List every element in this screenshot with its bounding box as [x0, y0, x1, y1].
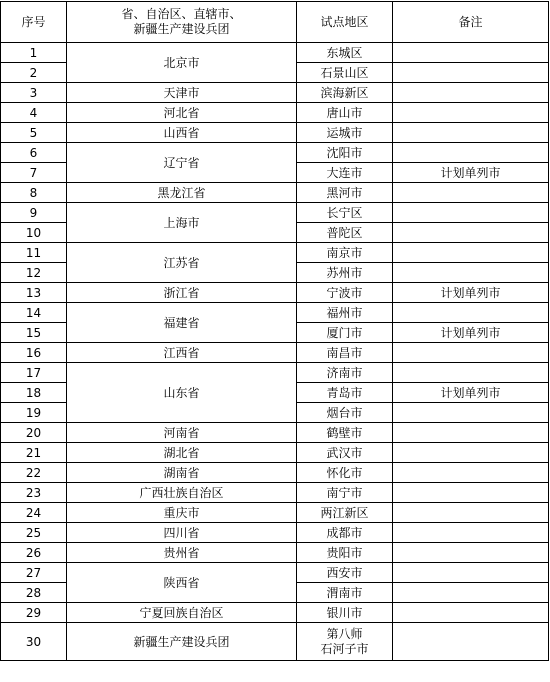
table-row — [1, 303, 549, 323]
seq-cell: 24 — [1, 503, 67, 523]
province-cell: 福建省 — [67, 303, 297, 343]
seq-cell: 6 — [1, 143, 67, 163]
note-cell — [393, 303, 549, 323]
table-row — [1, 203, 549, 223]
area-cell: 鹤壁市 — [297, 423, 393, 443]
note-cell: 计划单列市 — [393, 283, 549, 303]
area-cell: 东城区 — [297, 43, 393, 63]
note-cell — [393, 43, 549, 63]
note-cell — [393, 423, 549, 443]
seq-cell: 19 — [1, 403, 67, 423]
area-cell: 普陀区 — [297, 223, 393, 243]
table-row — [1, 83, 549, 103]
seq-cell: 29 — [1, 603, 67, 623]
table-row — [1, 463, 549, 483]
province-cell: 宁夏回族自治区 — [67, 603, 297, 623]
area-cell: 石景山区 — [297, 63, 393, 83]
area-cell: 济南市 — [297, 363, 393, 383]
table-row — [1, 363, 549, 383]
seq-cell: 14 — [1, 303, 67, 323]
table-row — [1, 283, 549, 303]
province-cell: 北京市 — [67, 43, 297, 83]
area-cell: 运城市 — [297, 123, 393, 143]
note-cell — [393, 203, 549, 223]
seq-cell: 3 — [1, 83, 67, 103]
seq-cell: 5 — [1, 123, 67, 143]
seq-cell: 20 — [1, 423, 67, 443]
area-cell: 大连市 — [297, 163, 393, 183]
table-row — [1, 243, 549, 263]
note-cell — [393, 123, 549, 143]
area-cell: 西安市 — [297, 563, 393, 583]
area-cell: 贵阳市 — [297, 543, 393, 563]
area-cell-line1: 第八师 — [326, 626, 363, 641]
province-cell: 湖南省 — [67, 463, 297, 483]
note-cell: 计划单列市 — [393, 323, 549, 343]
table-row — [1, 543, 549, 563]
area-cell: 成都市 — [297, 523, 393, 543]
province-cell: 黑龙江省 — [67, 183, 297, 203]
note-cell — [393, 243, 549, 263]
province-cell: 贵州省 — [67, 543, 297, 563]
note-cell — [393, 443, 549, 463]
province-cell: 天津市 — [67, 83, 297, 103]
table-row — [1, 43, 549, 63]
province-cell: 湖北省 — [67, 443, 297, 463]
seq-cell: 22 — [1, 463, 67, 483]
note-cell — [393, 263, 549, 283]
header-note: 备注 — [393, 2, 549, 43]
seq-cell: 16 — [1, 343, 67, 363]
area-cell: 苏州市 — [297, 263, 393, 283]
header-seq: 序号 — [1, 2, 67, 43]
area-cell: 烟台市 — [297, 403, 393, 423]
province-cell: 江苏省 — [67, 243, 297, 283]
area-cell: 银川市 — [297, 603, 393, 623]
note-cell — [393, 183, 549, 203]
seq-cell: 10 — [1, 223, 67, 243]
area-cell: 厦门市 — [297, 323, 393, 343]
seq-cell: 25 — [1, 523, 67, 543]
province-cell: 广西壮族自治区 — [67, 483, 297, 503]
table-row — [1, 523, 549, 543]
header-province-line1: 省、自治区、直辖市、 — [121, 7, 242, 21]
table-row — [1, 603, 549, 623]
table-row — [1, 503, 549, 523]
header-row — [1, 2, 549, 43]
pilot-areas-table — [0, 1, 549, 661]
province-cell: 山东省 — [67, 363, 297, 423]
province-cell: 重庆市 — [67, 503, 297, 523]
seq-cell: 30 — [1, 623, 67, 661]
province-cell: 河北省 — [67, 103, 297, 123]
seq-cell: 4 — [1, 103, 67, 123]
area-cell: 滨海新区 — [297, 83, 393, 103]
province-cell: 四川省 — [67, 523, 297, 543]
table-row — [1, 563, 549, 583]
area-cell: 黑河市 — [297, 183, 393, 203]
note-cell — [393, 363, 549, 383]
seq-cell: 28 — [1, 583, 67, 603]
note-cell: 计划单列市 — [393, 383, 549, 403]
header-area: 试点地区 — [297, 2, 393, 43]
province-cell: 上海市 — [67, 203, 297, 243]
note-cell — [393, 603, 549, 623]
seq-cell: 27 — [1, 563, 67, 583]
seq-cell: 9 — [1, 203, 67, 223]
seq-cell: 1 — [1, 43, 67, 63]
area-cell — [297, 623, 393, 661]
note-cell — [393, 583, 549, 603]
area-cell: 唐山市 — [297, 103, 393, 123]
seq-cell: 2 — [1, 63, 67, 83]
seq-cell: 7 — [1, 163, 67, 183]
area-cell: 武汉市 — [297, 443, 393, 463]
seq-cell: 17 — [1, 363, 67, 383]
table-row — [1, 103, 549, 123]
header-province — [67, 2, 297, 43]
note-cell — [393, 503, 549, 523]
note-cell — [393, 623, 549, 661]
seq-cell: 13 — [1, 283, 67, 303]
area-cell: 南昌市 — [297, 343, 393, 363]
province-cell: 河南省 — [67, 423, 297, 443]
note-cell — [393, 523, 549, 543]
note-cell — [393, 563, 549, 583]
table-row — [1, 483, 549, 503]
seq-cell: 18 — [1, 383, 67, 403]
table-row — [1, 123, 549, 143]
province-cell: 浙江省 — [67, 283, 297, 303]
area-cell: 长宁区 — [297, 203, 393, 223]
note-cell — [393, 463, 549, 483]
area-cell: 怀化市 — [297, 463, 393, 483]
note-cell: 计划单列市 — [393, 163, 549, 183]
seq-cell: 23 — [1, 483, 67, 503]
table-row — [1, 183, 549, 203]
note-cell — [393, 63, 549, 83]
note-cell — [393, 83, 549, 103]
note-cell — [393, 483, 549, 503]
note-cell — [393, 403, 549, 423]
area-cell: 宁波市 — [297, 283, 393, 303]
area-cell: 青岛市 — [297, 383, 393, 403]
area-cell-line2: 石河子市 — [320, 641, 369, 656]
note-cell — [393, 223, 549, 243]
seq-cell: 21 — [1, 443, 67, 463]
table-row — [1, 343, 549, 363]
province-cell: 新疆生产建设兵团 — [67, 623, 297, 661]
note-cell — [393, 143, 549, 163]
seq-cell: 15 — [1, 323, 67, 343]
note-cell — [393, 543, 549, 563]
header-province-line2: 新疆生产建设兵团 — [133, 22, 230, 36]
table-row — [1, 623, 549, 661]
area-cell: 两江新区 — [297, 503, 393, 523]
area-cell: 南宁市 — [297, 483, 393, 503]
province-cell: 陕西省 — [67, 563, 297, 603]
area-cell: 南京市 — [297, 243, 393, 263]
note-cell — [393, 103, 549, 123]
seq-cell: 11 — [1, 243, 67, 263]
seq-cell: 26 — [1, 543, 67, 563]
seq-cell: 12 — [1, 263, 67, 283]
table-row — [1, 143, 549, 163]
area-cell: 沈阳市 — [297, 143, 393, 163]
province-cell: 江西省 — [67, 343, 297, 363]
table-row — [1, 443, 549, 463]
area-cell: 福州市 — [297, 303, 393, 323]
table-row — [1, 423, 549, 443]
seq-cell: 8 — [1, 183, 67, 203]
province-cell: 辽宁省 — [67, 143, 297, 183]
note-cell — [393, 343, 549, 363]
area-cell: 渭南市 — [297, 583, 393, 603]
province-cell: 山西省 — [67, 123, 297, 143]
